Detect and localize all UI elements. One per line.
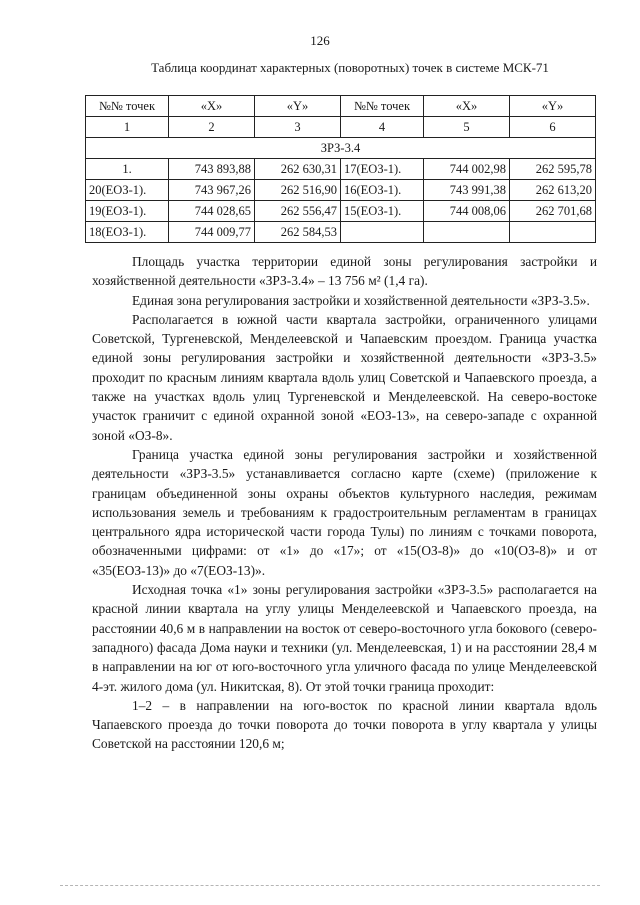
zone-label-row bbox=[86, 138, 596, 159]
coordinates-table bbox=[85, 95, 596, 243]
column-number-cell: 2 bbox=[169, 117, 255, 138]
y-coordinate-cell: 262 630,31 bbox=[255, 159, 341, 180]
y-coordinate-cell: 262 516,90 bbox=[255, 180, 341, 201]
point-id-cell: 18(ЕОЗ-1). bbox=[86, 222, 169, 243]
x-coordinate-cell: 743 893,88 bbox=[169, 159, 255, 180]
point-id-cell: 17(ЕОЗ-1). bbox=[341, 159, 424, 180]
zone-heading-paragraph: Единая зона регулирования застройки и хозяйственной деятельности «ЗРЗ-3.5». bbox=[132, 292, 590, 308]
start-point-paragraph: Исходная точка «1» зоны регулирования застройки «ЗРЗ-3.5» располагается на красной линии квартала на углу улицы Менделеевской и Чапаевского проезда, на расстоянии 40,6 м в направлении на восток от северо-восточного угла бокового (северо-западного) фасада Дома науки и техники (ул. Менделеевская, 1) и на расстоянии 28,4 м в направлении на юг от юго-восточного угла уличного фасада по улице Менделеевской 4-эт. жилого дома (ул. Никитская, 8). От этой точки граница проходит: bbox=[92, 582, 597, 694]
column-number-cell: 6 bbox=[510, 117, 596, 138]
x-coordinate-cell: 744 008,06 bbox=[424, 201, 510, 222]
point-id-cell: 15(ЕОЗ-1). bbox=[341, 201, 424, 222]
table-row bbox=[86, 201, 596, 222]
column-number-cell: 1 bbox=[86, 117, 169, 138]
y-coordinate-cell bbox=[510, 222, 596, 243]
area-paragraph: Площадь участка территории единой зоны регулирования застройки и хозяйственной деятельности «ЗРЗ-3.4» – 13 756 м² (1,4 га). bbox=[92, 254, 597, 289]
x-coordinate-cell: 743 991,38 bbox=[424, 180, 510, 201]
page-number: 126 bbox=[310, 33, 330, 48]
body-text bbox=[92, 252, 597, 754]
y-coordinate-cell: 262 701,68 bbox=[510, 201, 596, 222]
point-id-cell: 16(ЕОЗ-1). bbox=[341, 180, 424, 201]
point-id-cell: 19(ЕОЗ-1). bbox=[86, 201, 169, 222]
boundary-paragraph: Граница участка единой зоны регулирования застройки и хозяйственной деятельности «ЗРЗ-3.5» устанавливается согласно карте (схеме) (приложение к границам объединенной зоны охраны объектов культурного наследия, режимам использования земель и требованиям к градостроительным регламентам в границах центрального ядра исторической части города Тулы) по линиям с точками поворота, обозначенными цифрами: от «1» до «17»; от «15(ОЗ-8)» до «10(ОЗ-8)» и от «35(ЕОЗ-13)» до «7(ЕОЗ-13)». bbox=[92, 446, 597, 578]
header-cell: «Y» bbox=[510, 96, 596, 117]
x-coordinate-cell: 744 002,98 bbox=[424, 159, 510, 180]
table-row bbox=[86, 222, 596, 243]
y-coordinate-cell: 262 584,53 bbox=[255, 222, 341, 243]
location-paragraph: Располагается в южной части квартала застройки, ограниченного улицами Советской, Тургеневской, Менделеевской и Чапаевским проездом. Граница участка единой зоны регулирования застройки и хозяйственной деятельности «ЗРЗ-3.5» проходит по красным линиям квартала вдоль улиц Советской и Чапаевского проезда, а также на участках вдоль улиц Тургеневской и Менделеевской. На северо-востоке участок граничит с единой охранной зоной «ЕОЗ-13», на северо-западе с охранной зоной «ОЗ-8». bbox=[92, 311, 597, 443]
x-coordinate-cell: 744 028,65 bbox=[169, 201, 255, 222]
table-title: Таблица координат характерных (поворотных) точек в системе МСК-71 bbox=[151, 60, 549, 75]
header-cell: №№ точек bbox=[341, 96, 424, 117]
column-number-cell: 5 bbox=[424, 117, 510, 138]
footer-divider bbox=[60, 885, 600, 886]
x-coordinate-cell bbox=[424, 222, 510, 243]
header-cell: «X» bbox=[424, 96, 510, 117]
y-coordinate-cell: 262 613,20 bbox=[510, 180, 596, 201]
x-coordinate-cell: 743 967,26 bbox=[169, 180, 255, 201]
segment-paragraph: 1–2 – в направлении на юго-восток по красной линии квартала вдоль Чапаевского проезда до точки поворота до точки поворота в углу квартала у улицы Советской на расстоянии 120,6 м; bbox=[92, 697, 597, 752]
zone-label: ЗРЗ-3.4 bbox=[86, 138, 596, 159]
point-id-cell: 20(ЕОЗ-1). bbox=[86, 180, 169, 201]
table-row bbox=[86, 159, 596, 180]
table-row bbox=[86, 180, 596, 201]
column-number-cell: 4 bbox=[341, 117, 424, 138]
point-id-cell: 1. bbox=[86, 159, 169, 180]
column-number-cell: 3 bbox=[255, 117, 341, 138]
header-cell: «X» bbox=[169, 96, 255, 117]
x-coordinate-cell: 744 009,77 bbox=[169, 222, 255, 243]
y-coordinate-cell: 262 595,78 bbox=[510, 159, 596, 180]
header-cell: №№ точек bbox=[86, 96, 169, 117]
header-cell: «Y» bbox=[255, 96, 341, 117]
y-coordinate-cell: 262 556,47 bbox=[255, 201, 341, 222]
column-number-row bbox=[86, 117, 596, 138]
point-id-cell bbox=[341, 222, 424, 243]
table-header-row bbox=[86, 96, 596, 117]
